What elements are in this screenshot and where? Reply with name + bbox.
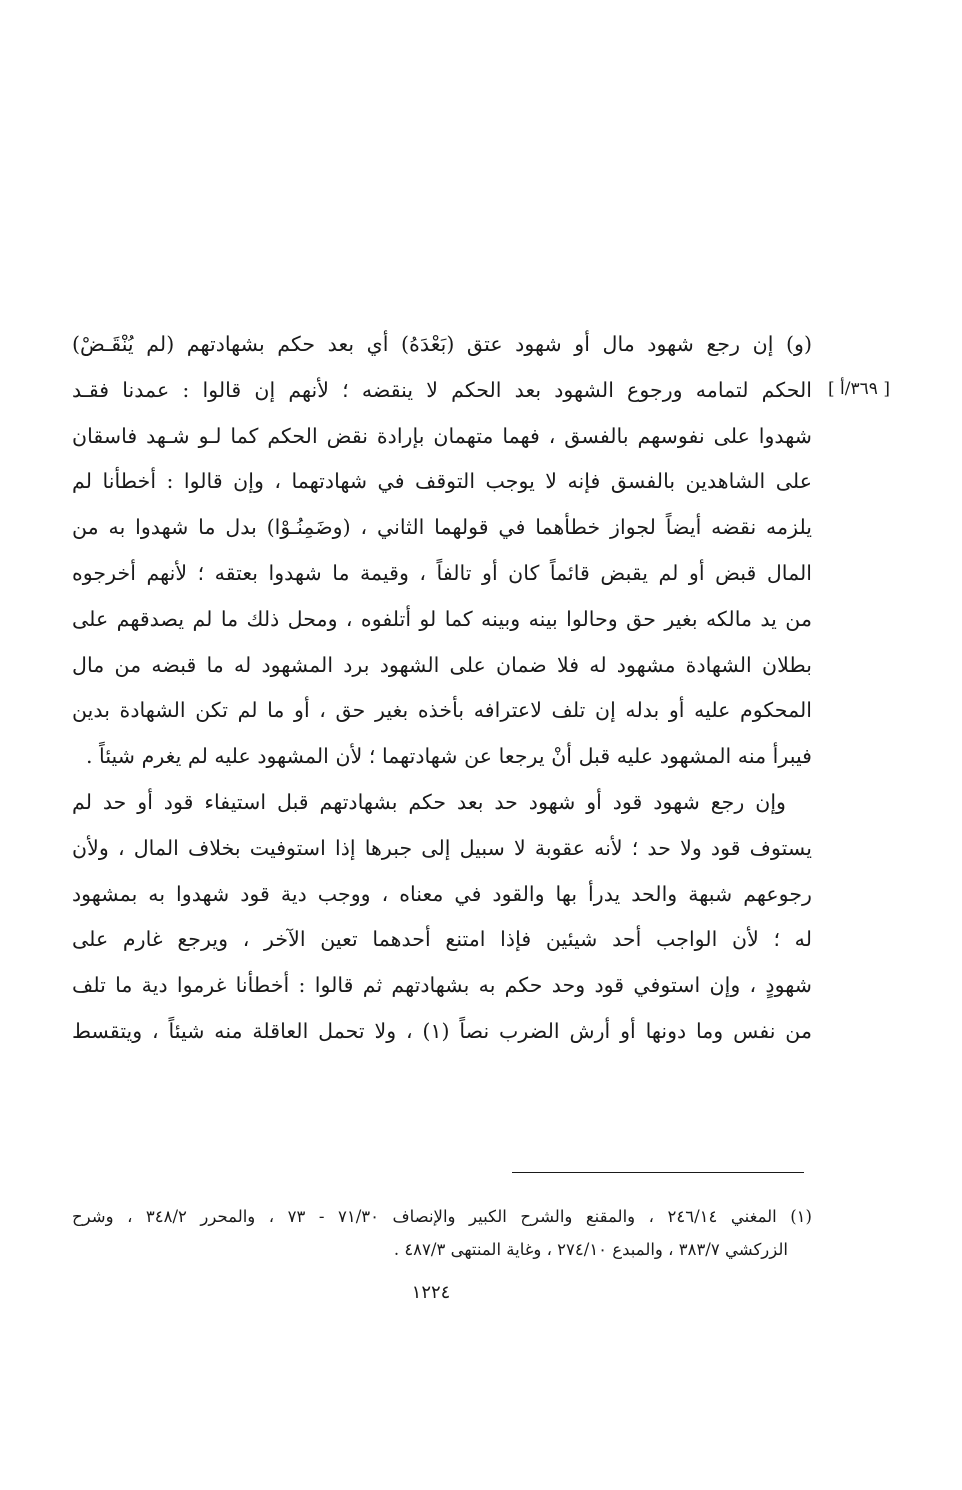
body-line: يلزمه نقضه أيضاً لجواز خطأهما في قولهما الثاني ، (وضَمِنُـوْا) بدل ما شهدوا به من (72, 515, 812, 540)
body-line: شهدوا على نفوسهم بالفسق ، فهما متهمان بإرادة نقض الحكم كما لـو شـهد فاسقان (72, 423, 812, 448)
body-line: على الشاهدين بالفسق فإنه لا يوجب التوقف في شهادتهما ، وإن قالوا : أخطأنا لم (72, 469, 812, 494)
body-text (72, 322, 812, 1055)
body-line: من نفس وما دونها أو أرش الضرب نصاً (١) ، ولا تحمل العاقلة منه شيئاً ، ويتقسط (72, 1018, 812, 1043)
footnote-separator (512, 1172, 804, 1173)
body-line: بطلان الشهادة مشهود له فلا ضمان على الشهود برد المشهود له ما قبضه من مال (72, 652, 812, 677)
footnote-line: (١) المغني ٢٤٦/١٤ ، والمقنع والشرح الكبير والإنصاف ٧١/٣٠ - ٧٣ ، والمحرر ٣٤٨/٢ ، وشرح (72, 1207, 812, 1226)
body-line: (و) إن رجع شهود مال أو شهود عتق (بَعْدَهُ) أي بعد حكم بشهادتهم (لم يُنْقَـضْ) (72, 332, 812, 356)
footnote-line: الزركشي ٣٨٣/٧ ، والمبدع ٢٧٤/١٠ ، وغاية المنتهى ٤٨٧/٣ . (393, 1240, 788, 1259)
body-line: وإن رجع شهود قود أو شهود حد بعد حكم بشهادتهم قبل استيفاء قود أو حد لم (72, 789, 786, 814)
body-line: شهودٍ ، وإن استوفي قود وحد حكم به بشهادتهم ثم قالوا : أخطأنا غرموا دية ما تلف (72, 973, 812, 998)
body-line: من يد مالكه بغير حق وحالوا بينه وبينه كما لو أتلفوه ، ومحل ذلك ما لم يصدقهم على (72, 606, 812, 631)
folio-margin-reference: [ ٣٦٩/أ ] (828, 379, 890, 399)
footnotes (72, 1200, 812, 1266)
body-line: فيبرأ منه المشهود عليه قبل أنْ يرجعا عن شهادتهما ؛ لأن المشهود عليه لم يغرم شيئاً . (85, 744, 812, 769)
body-line: الحكم لتمامه ورجوع الشهود بعد الحكم لا ينقضه ؛ لأنهم إن قالوا : عمدنا فقـد (72, 377, 812, 402)
body-line: المحكوم عليه أو بدله إن تلف لاعترافه بأخذه بغير حق ، أو ما لم تكن الشهادة بدين (72, 698, 812, 723)
body-line: يستوف قود ولا حد ؛ لأنه عقوبة لا سبيل إلى جبرها إذا استوفيت بخلاف المال ، ولأن (72, 835, 812, 860)
body-line: المال قبض أو لم يقبض قائماً كان أو تالفاً ، وقيمة ما شهدوا بعتقه ؛ لأنهم أخرجوه (72, 560, 812, 585)
page-number: ١٢٢٤ (411, 1282, 451, 1303)
body-line: له ؛ لأن الواجب أحد شيئين فإذا امتنع أحدهما تعين الآخر ، ويرجع غارم على (72, 927, 812, 952)
body-line: رجوعهم شبهة والحد يدرأ بها والقود في معناه ، ووجب دية قود شهدوا به بمشهود (72, 881, 812, 906)
